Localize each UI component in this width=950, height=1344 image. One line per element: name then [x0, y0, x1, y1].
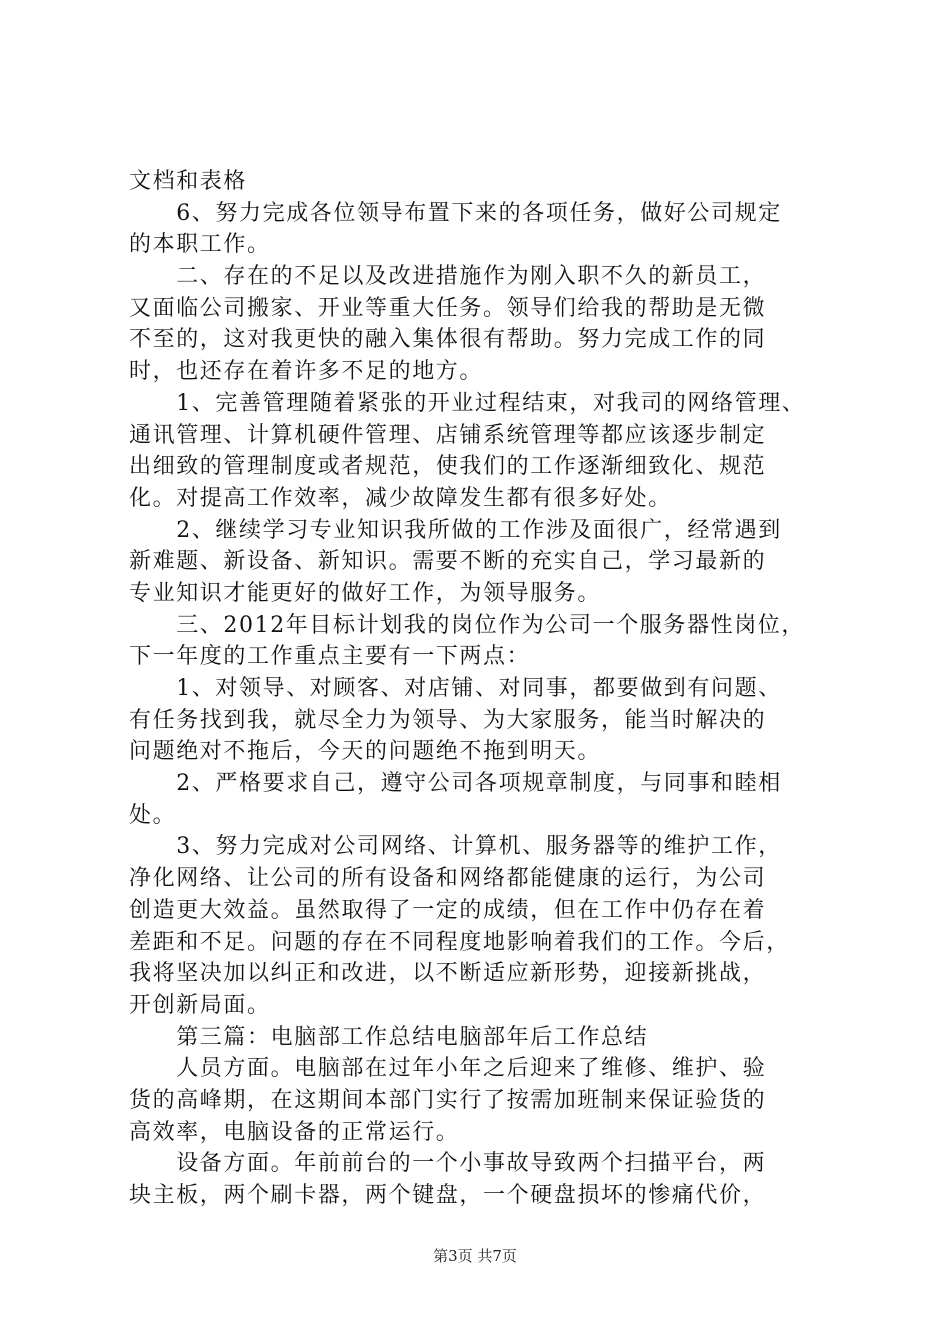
text-line: 创造更大效益。虽然取得了一定的成绩，但在工作中仍存在着: [129, 897, 767, 923]
text-line: 通讯管理、计算机硬件管理、店铺系统管理等都应该逐步制定: [129, 422, 767, 448]
text-line: 问题绝对不拖后，今天的问题绝不拖到明天。: [129, 739, 602, 765]
text-line: 6、努力完成各位领导布置下来的各项任务，做好公司规定: [129, 200, 782, 226]
text-line: 2、严格要求自己，遵守公司各项规章制度，与同事和睦相: [129, 771, 782, 797]
text-line: 人员方面。电脑部在过年小年之后迎来了维修、维护、验: [129, 1056, 767, 1082]
text-line: 我将坚决加以纠正和改进，以不断适应新形势，迎接新挑战，: [129, 961, 767, 987]
text-line: 货的高峰期，在这期间本部门实行了按需加班制来保证验货的: [129, 1087, 767, 1113]
text-line: 文档和表格: [129, 169, 248, 194]
text-line: 专业知识才能更好的做好工作，为领导服务。: [129, 580, 602, 606]
text-line: 高效率，电脑设备的正常运行。: [129, 1119, 460, 1145]
text-line: 化。对提高工作效率，减少故障发生都有很多好处。: [129, 485, 672, 511]
text-line: 不至的，这对我更快的融入集体很有帮助。努力完成工作的同: [129, 327, 767, 353]
text-line: 差距和不足。问题的存在不同程度地影响着我们的工作。今后，: [129, 929, 790, 955]
text-line: 1、对领导、对顾客、对店铺、对同事，都要做到有问题、: [129, 676, 782, 701]
text-line: 开创新局面。: [129, 992, 271, 1018]
text-line: 三、2012年目标计划我的岗位作为公司一个服务器性岗位，: [129, 612, 805, 638]
text-line: 块主板，两个刷卡器，两个键盘，一个硬盘损坏的惨痛代价，: [129, 1183, 767, 1208]
text-line: 下一年度的工作重点主要有一下两点：: [129, 644, 531, 670]
text-line: 3、努力完成对公司网络、计算机、服务器等的维护工作，: [129, 834, 782, 860]
text-line: 新难题、新设备、新知识。需要不断的充实自己，学习最新的: [129, 549, 767, 575]
text-line: 二、存在的不足以及改进措施作为刚入职不久的新员工，: [129, 264, 767, 290]
text-line: 出细致的管理制度或者规范，使我们的工作逐渐细致化、规范: [129, 454, 767, 480]
text-line: 2、继续学习专业知识我所做的工作涉及面很广，经常遇到: [129, 517, 782, 543]
text-line: 第三篇：电脑部工作总结电脑部年后工作总结: [129, 1024, 649, 1050]
document-body: [129, 166, 829, 1212]
page-number-footer: 第3页 共7页: [433, 1247, 517, 1265]
text-line: 的本职工作。: [129, 232, 271, 258]
text-line: 设备方面。年前前台的一个小事故导致两个扫描平台，两: [129, 1151, 767, 1177]
text-line: 1、完善管理随着紧张的开业过程结束，对我司的网络管理、: [129, 390, 806, 416]
text-line: 净化网络、让公司的所有设备和网络都能健康的运行，为公司: [129, 866, 767, 892]
text-line: 有任务找到我，就尽全力为领导、为大家服务，能当时解决的: [129, 707, 767, 733]
text-line: 处。: [129, 802, 177, 828]
text-line: 时，也还存在着许多不足的地方。: [129, 359, 484, 385]
text-line: 又面临公司搬家、开业等重大任务。领导们给我的帮助是无微: [129, 295, 767, 321]
